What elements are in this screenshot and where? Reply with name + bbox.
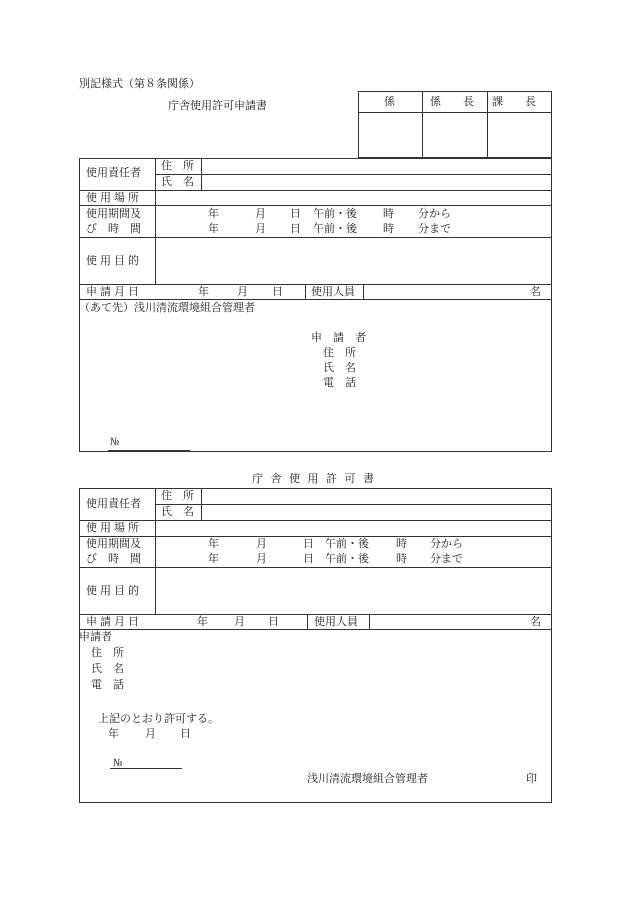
permit-title: 庁 舎 使 用 許 可 書 xyxy=(252,472,376,485)
application-title: 庁舎使用許可申請書 xyxy=(168,99,267,112)
seal-mark: 印 xyxy=(526,772,537,785)
address-field[interactable] xyxy=(203,159,551,174)
place-label: 使用場所 xyxy=(86,191,142,204)
permit-year: 年 xyxy=(108,727,119,740)
purpose-label: 使用目的 xyxy=(86,254,142,267)
period-month: 月 xyxy=(255,207,266,220)
period-hour: 時 xyxy=(383,207,394,220)
period-ampm: 午前・後 xyxy=(325,537,369,550)
permit-applicant-address-label: 住 所 xyxy=(91,646,124,659)
persons-label: 使用人員 xyxy=(311,285,355,298)
permit-day: 日 xyxy=(180,727,191,740)
period-month: 月 xyxy=(256,552,267,565)
place-field[interactable] xyxy=(157,521,551,536)
permit-applicant-heading: 申請者 xyxy=(79,630,112,643)
permit-statement: 上記のとおり許可する。 xyxy=(98,712,219,725)
permit-month: 月 xyxy=(145,727,156,740)
period-label-1: 使用期間及 xyxy=(86,207,141,220)
persons-field[interactable] xyxy=(365,285,525,299)
name-label: 氏 名 xyxy=(161,175,194,188)
name-field[interactable] xyxy=(203,175,551,190)
period-label-2: び 時 間 xyxy=(86,222,141,235)
persons-unit: 名 xyxy=(530,285,541,298)
persons-unit: 名 xyxy=(530,615,541,628)
name-label: 氏 名 xyxy=(161,505,194,518)
purpose-label: 使用目的 xyxy=(86,584,142,597)
period-year: 年 xyxy=(208,537,219,550)
period-suffix-from: 分から xyxy=(430,537,463,550)
period-ampm: 午前・後 xyxy=(313,207,357,220)
name-field[interactable] xyxy=(203,505,551,520)
period-label-2: び 時 間 xyxy=(86,552,141,565)
purpose-field[interactable] xyxy=(157,239,551,283)
persons-label: 使用人員 xyxy=(314,615,358,628)
period-ampm: 午前・後 xyxy=(313,222,357,235)
number-label: № xyxy=(110,437,120,448)
date-month: 月 xyxy=(237,285,248,298)
date-day: 日 xyxy=(272,285,283,298)
period-day: 日 xyxy=(303,537,314,550)
period-year: 年 xyxy=(208,222,219,235)
number-label: № xyxy=(113,758,123,769)
period-label-1: 使用期間及 xyxy=(86,537,141,550)
addressee: （あて先）浅川清流環境組合管理者 xyxy=(79,301,255,314)
period-suffix-from: 分から xyxy=(418,207,451,220)
approval-kakari: 係 xyxy=(384,95,395,108)
period-day: 日 xyxy=(290,207,301,220)
approval-kacho: 課 長 xyxy=(492,95,536,108)
period-month: 月 xyxy=(256,537,267,550)
period-year: 年 xyxy=(208,207,219,220)
applicant-phone-label: 電 話 xyxy=(323,376,356,389)
date-year: 年 xyxy=(198,285,209,298)
period-month: 月 xyxy=(255,222,266,235)
permit-applicant-name-label: 氏 名 xyxy=(91,662,124,675)
date-label: 申請月日 xyxy=(86,615,142,628)
period-suffix-until: 分まで xyxy=(430,552,463,565)
period-hour: 時 xyxy=(396,552,407,565)
applicant-heading: 申 請 者 xyxy=(311,331,366,344)
date-label: 申請月日 xyxy=(86,285,142,298)
purpose-field[interactable] xyxy=(157,569,551,613)
applicant-name-label: 氏 名 xyxy=(323,361,356,374)
address-field[interactable] xyxy=(203,489,551,504)
period-year: 年 xyxy=(208,552,219,565)
number-underline[interactable] xyxy=(108,450,190,451)
place-label: 使用場所 xyxy=(86,521,142,534)
applicant-address-label: 住 所 xyxy=(323,346,356,359)
persons-field[interactable] xyxy=(371,615,526,629)
address-label: 住 所 xyxy=(161,489,194,502)
period-day: 日 xyxy=(290,222,301,235)
permit-applicant-phone-label: 電 話 xyxy=(91,678,124,691)
place-field[interactable] xyxy=(157,191,551,205)
period-hour: 時 xyxy=(396,537,407,550)
form-label: 別記様式（第８条関係） xyxy=(79,77,200,90)
date-year: 年 xyxy=(197,615,208,628)
period-ampm: 午前・後 xyxy=(325,552,369,565)
date-month: 月 xyxy=(234,615,245,628)
date-day: 日 xyxy=(268,615,279,628)
period-day: 日 xyxy=(303,552,314,565)
responsible-label: 使用責任者 xyxy=(86,497,141,510)
period-suffix-until: 分まで xyxy=(418,222,451,235)
responsible-label: 使用責任者 xyxy=(86,166,141,179)
issuer: 浅川清流環境組合管理者 xyxy=(307,772,428,785)
approval-kakaricho: 係 長 xyxy=(430,95,474,108)
address-label: 住 所 xyxy=(161,159,194,172)
period-hour: 時 xyxy=(383,222,394,235)
number-underline[interactable] xyxy=(110,768,182,769)
